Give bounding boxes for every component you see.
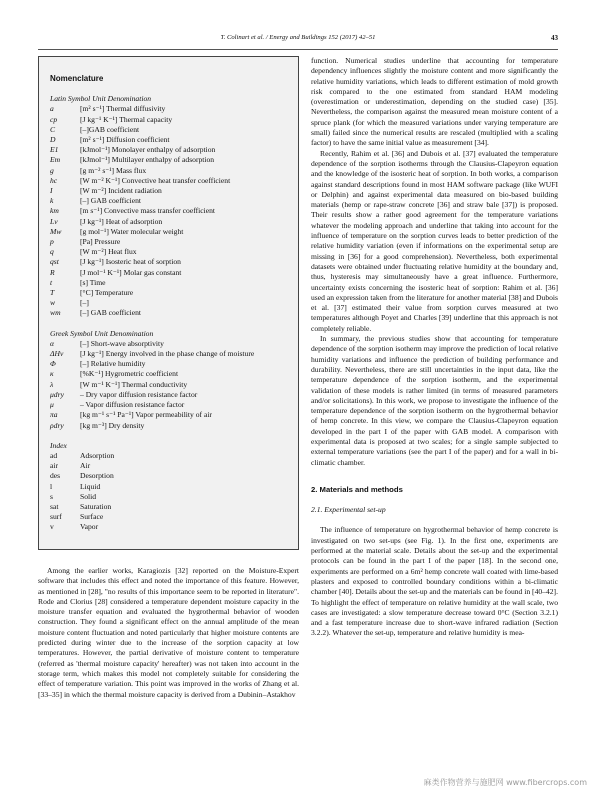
latin-symbol-list	[50, 104, 288, 318]
latin-row	[50, 298, 288, 308]
symbol: des	[50, 471, 61, 481]
symbol: μ	[50, 400, 54, 410]
definition: Air	[80, 461, 91, 471]
definition: [W m⁻²] Incident radiation	[80, 186, 162, 196]
symbol: w	[50, 298, 56, 308]
paragraph-setup: The influence of temperature on hygrothermal behavior of hemp concrete is investigated on two set-ups (see Fig. 1). In the first one, experiments are performed at the material scale. Details about the set-up and the experimental protocols can be found in the part I of the paper [18]. In the second one, experiments are performed on a 6m² hemp concrete wall coated with lime-based plasters and exposed to controlled boundary conditions within a bi-climatic chamber [40]. Details about the set-up and the materials can be found in [40–42]. To highlight the effect of temperature on relative humidity at the wall scale, two cases are investigated: a slow temperature decrease toward 0°C (Section 3.2.1) and a fast temperature increase due to short-wave infrared radiation (Section 3.2.2). Whatever the set-up, temperature and relative humidity is mea-	[311, 525, 558, 638]
definition: Vapor	[80, 522, 99, 532]
definition: [J kg⁻¹] Heat of adsorption	[80, 216, 163, 226]
greek-heading: Greek Symbol Unit Denomination	[50, 328, 154, 338]
latin-row	[50, 237, 288, 247]
symbol: ΔHv	[50, 349, 64, 359]
latin-row	[50, 115, 288, 125]
symbol: wm	[50, 308, 61, 318]
symbol: air	[50, 461, 59, 471]
definition: Desorption	[80, 471, 114, 481]
definition: [m s⁻¹] Convective mass transfer coefficient	[80, 206, 215, 216]
definition: – Dry vapor diffusion resistance factor	[80, 389, 198, 399]
index-heading: Index	[50, 440, 67, 450]
index-list	[50, 451, 288, 533]
left-column	[38, 566, 299, 700]
latin-row	[50, 206, 288, 216]
symbol: I	[50, 186, 53, 196]
definition: [kJmol⁻¹] Multilayer enthalpy of adsorption	[80, 155, 215, 165]
symbol: κ	[50, 369, 54, 379]
index-row	[50, 482, 288, 492]
definition: [kg m⁻³] Dry density	[80, 420, 145, 430]
symbol: λ	[50, 379, 54, 389]
definition: [J kg⁻¹ K⁻¹] Thermal capacity	[80, 114, 173, 124]
definition: [–] Short-wave absorptivity	[80, 338, 164, 348]
index-row	[50, 451, 288, 461]
latin-row	[50, 186, 288, 196]
greek-symbol-list	[50, 339, 288, 431]
symbol: k	[50, 196, 54, 206]
paragraph-summary: In summary, the previous studies show that accounting for temperature dependence of the sorption isotherm may improve the prediction of local relative humidity variations and influence the prediction of building performance and durability. Nevertheless, there are still uncertainties in the input data, like the temperature dependence of the sorption isotherm, and the experimental validation of these models is rather limited (in terms of measured parameters and/or solicitations). In this work, we propose to investigate the influence of the temperature dependence of the sorption isotherm on the hygrothermal behavior of hemp concrete. In this view, we compare the Clausius-Clapeyron equation developed in the part I of the paper with GAB model. A comparison with experimental data is proposed at two scales; for a single sample subjected to external temperature variations (see the part I of the paper) and for a wall in bi-climatic chamber.	[311, 334, 558, 467]
symbol: sat	[50, 501, 59, 511]
definition: – Vapor diffusion resistance factor	[80, 400, 185, 410]
latin-heading: Latin Symbol Unit Denomination	[50, 94, 152, 104]
definition: [J kg⁻¹] Energy involved in the phase change of moisture	[80, 349, 255, 359]
symbol: T	[50, 288, 55, 298]
definition: [W m⁻² K⁻¹] Convective heat transfer coefficient	[80, 175, 231, 185]
definition: [s] Time	[80, 277, 106, 287]
definition: Surface	[80, 512, 104, 522]
symbol: ρdry	[50, 420, 64, 430]
definition: [%K⁻¹] Hygrometric coefficient	[80, 369, 179, 379]
greek-row	[50, 410, 288, 420]
definition: [g m⁻² s⁻¹] Mass flux	[80, 165, 147, 175]
definition: [–]GAB coefficient	[80, 124, 140, 134]
symbol: p	[50, 237, 54, 247]
definition: [–] GAB coefficient	[80, 308, 142, 318]
greek-row	[50, 369, 288, 379]
definition: [g mol⁻¹] Water molecular weight	[80, 226, 184, 236]
nomenclature-title: Nomenclature	[50, 74, 104, 83]
paragraph-numerical-studies: function. Numerical studies underline that accounting for temperature dependency influences slightly the moisture content and more significantly the relative humidity variations, which leads to different estimation of mold growth risk compared to the one estimated from standard HAM modeling (overestimation or underestimation, depending on the studied case) [35]. Nevertheless, the comparison against the measured mean moisture content of a spruce plank (for which the measured variations under varying temperature are small) failed since the numerical results are rescaled (multiplied with a scaling factor) to have the same initial value as measurement [34].	[311, 56, 558, 148]
symbol: s	[50, 491, 53, 501]
subsection-heading-setup: 2.1. Experimental set-up	[311, 505, 386, 515]
definition: [–] Relative humidity	[80, 359, 146, 369]
section-heading-materials: 2. Materials and methods	[311, 484, 403, 494]
definition: Saturation	[80, 501, 112, 511]
symbol: πa	[50, 410, 58, 420]
symbol: km	[50, 206, 59, 216]
symbol: l	[50, 481, 53, 491]
symbol: t	[50, 277, 53, 287]
index-row	[50, 502, 288, 512]
symbol: a	[50, 104, 54, 114]
definition: [W m⁻²] Heat flux	[80, 247, 137, 257]
symbol: cp	[50, 114, 58, 124]
symbol: qst	[50, 257, 59, 267]
latin-row	[50, 166, 288, 176]
latin-row	[50, 145, 288, 155]
latin-row	[50, 155, 288, 165]
definition: [–]	[80, 298, 89, 308]
paragraph-karagiozis: Among the earlier works, Karagiozis [32] reported on the Moisture-Expert software that includes this effect and noted the importance of this feature. However, as mentioned in [28], "no results of this importance seem to be reported in literature". Rode and Clorius [28] considered a temperature dependent moisture capacity in the moisture transfer equation and evaluated the hygrothermal behavior of wooden construction. They found a significant effect on the annual amplitude of the mean moisture content fluctuation and noted particularly that higher moisture contents are predicted during winter due to the increase of the sorption capacity at low temperatures. However, the partial derivative of moisture content to temperature (referred as 'thermal moisture capacity' hereafter) was not taken into account in the storage term, which makes this model not completely suitable for considering the effect of temperature variation. This point was improved in the works of Zhang et al. [33–35] in which the thermal moisture capacity is derived from a Dubinin–Astakhov	[38, 566, 299, 699]
definition: Adsorption	[80, 450, 115, 460]
symbol: Mw	[50, 226, 62, 236]
definition: [m² s⁻¹] Thermal diffusivity	[80, 104, 166, 114]
latin-row	[50, 288, 288, 298]
symbol: C	[50, 124, 56, 134]
symbol: q	[50, 247, 54, 257]
definition: Solid	[80, 491, 97, 501]
symbol: v	[50, 522, 54, 532]
greek-row	[50, 349, 288, 359]
definition: [–] GAB coefficient	[80, 196, 142, 206]
definition: [°C] Temperature	[80, 288, 134, 298]
paragraph-rahim-dubois: Recently, Rahim et al. [36] and Dubois et al. [37] evaluated the temperature dependence of the sorption isotherms through the Clausius-Clapeyron equation and the knowledge of the isosteric heat of sorption. In both works, a comparison against standard descriptions found in most HAM software package (like WUFI or Delphin) and against experimental data measured on bio-based building materials (hemp or rape-straw concrete [36] and straw bale [37]) is proposed. Their results show a rather good agreement for the temperature variations whatever the modeling approach and underline that taking into account for the influence of temperature on the sorption curves leads to better prediction of the relative humidity variation (even if informations on the experimental setup are missing in [36] for a good comprehension). Nevertheless, both experimental datasets were obtained under fluctuating relative humidity at the boundary and, thus, hysteresis may simultaneously have a great influence. Furthermore, uncertainty exists concerning the isosteric heat of sorption: Rahim et al. [36] used an expression taken from the literature for another material [38] and Dubois et al. [37] estimated their value from sorption curves measured at two temperatures although Poyet and Charles [39] underline that this approach is not completely reliable.	[311, 148, 558, 333]
index-row	[50, 522, 288, 532]
latin-row	[50, 268, 288, 278]
symbol: g	[50, 165, 54, 175]
nomenclature-box	[38, 56, 299, 550]
latin-row	[50, 104, 288, 114]
symbol: Φ	[50, 359, 56, 369]
latin-row	[50, 247, 288, 257]
definition: [W m⁻¹ K⁻¹] Thermal conductivity	[80, 379, 188, 389]
symbol: hc	[50, 175, 58, 185]
watermark-text: 麻类作物营养与施肥网 www.fibercrops.com	[423, 778, 587, 787]
symbol: R	[50, 267, 55, 277]
index-row	[50, 492, 288, 502]
index-row	[50, 512, 288, 522]
symbol: Em	[50, 155, 61, 165]
definition: Liquid	[80, 481, 101, 491]
symbol: ad	[50, 450, 58, 460]
header-rule	[38, 49, 558, 50]
greek-row	[50, 339, 288, 349]
symbol: E1	[50, 145, 59, 155]
latin-row	[50, 176, 288, 186]
latin-row	[50, 257, 288, 267]
latin-row	[50, 135, 288, 145]
symbol: α	[50, 338, 54, 348]
running-title: T. Colinart et al. / Energy and Buildings 152 (2017) 42–51	[220, 34, 376, 41]
latin-row	[50, 125, 288, 135]
greek-row	[50, 380, 288, 390]
greek-row	[50, 359, 288, 369]
latin-row	[50, 278, 288, 288]
right-column	[311, 56, 558, 639]
index-row	[50, 471, 288, 481]
latin-row	[50, 217, 288, 227]
definition: [Pa] Pressure	[80, 237, 121, 247]
greek-row	[50, 421, 288, 431]
running-header	[38, 34, 558, 46]
latin-row	[50, 196, 288, 206]
symbol: D	[50, 135, 56, 145]
definition: [kJmol⁻¹] Monolayer enthalpy of adsorption	[80, 145, 216, 155]
definition: [J mol⁻¹ K⁻¹] Molar gas constant	[80, 267, 182, 277]
greek-row	[50, 390, 288, 400]
index-row	[50, 461, 288, 471]
greek-row	[50, 400, 288, 410]
symbol: Lv	[50, 216, 58, 226]
page-number: 43	[551, 34, 558, 42]
symbol: μdry	[50, 389, 64, 399]
latin-row	[50, 308, 288, 318]
definition: [J kg⁻¹] Isosteric heat of sorption	[80, 257, 181, 267]
definition: [kg m⁻¹ s⁻¹ Pa⁻¹] Vapor permeability of air	[80, 410, 212, 420]
latin-row	[50, 227, 288, 237]
definition: [m² s⁻¹] Diffusion coefficient	[80, 135, 170, 145]
symbol: surf	[50, 512, 62, 522]
